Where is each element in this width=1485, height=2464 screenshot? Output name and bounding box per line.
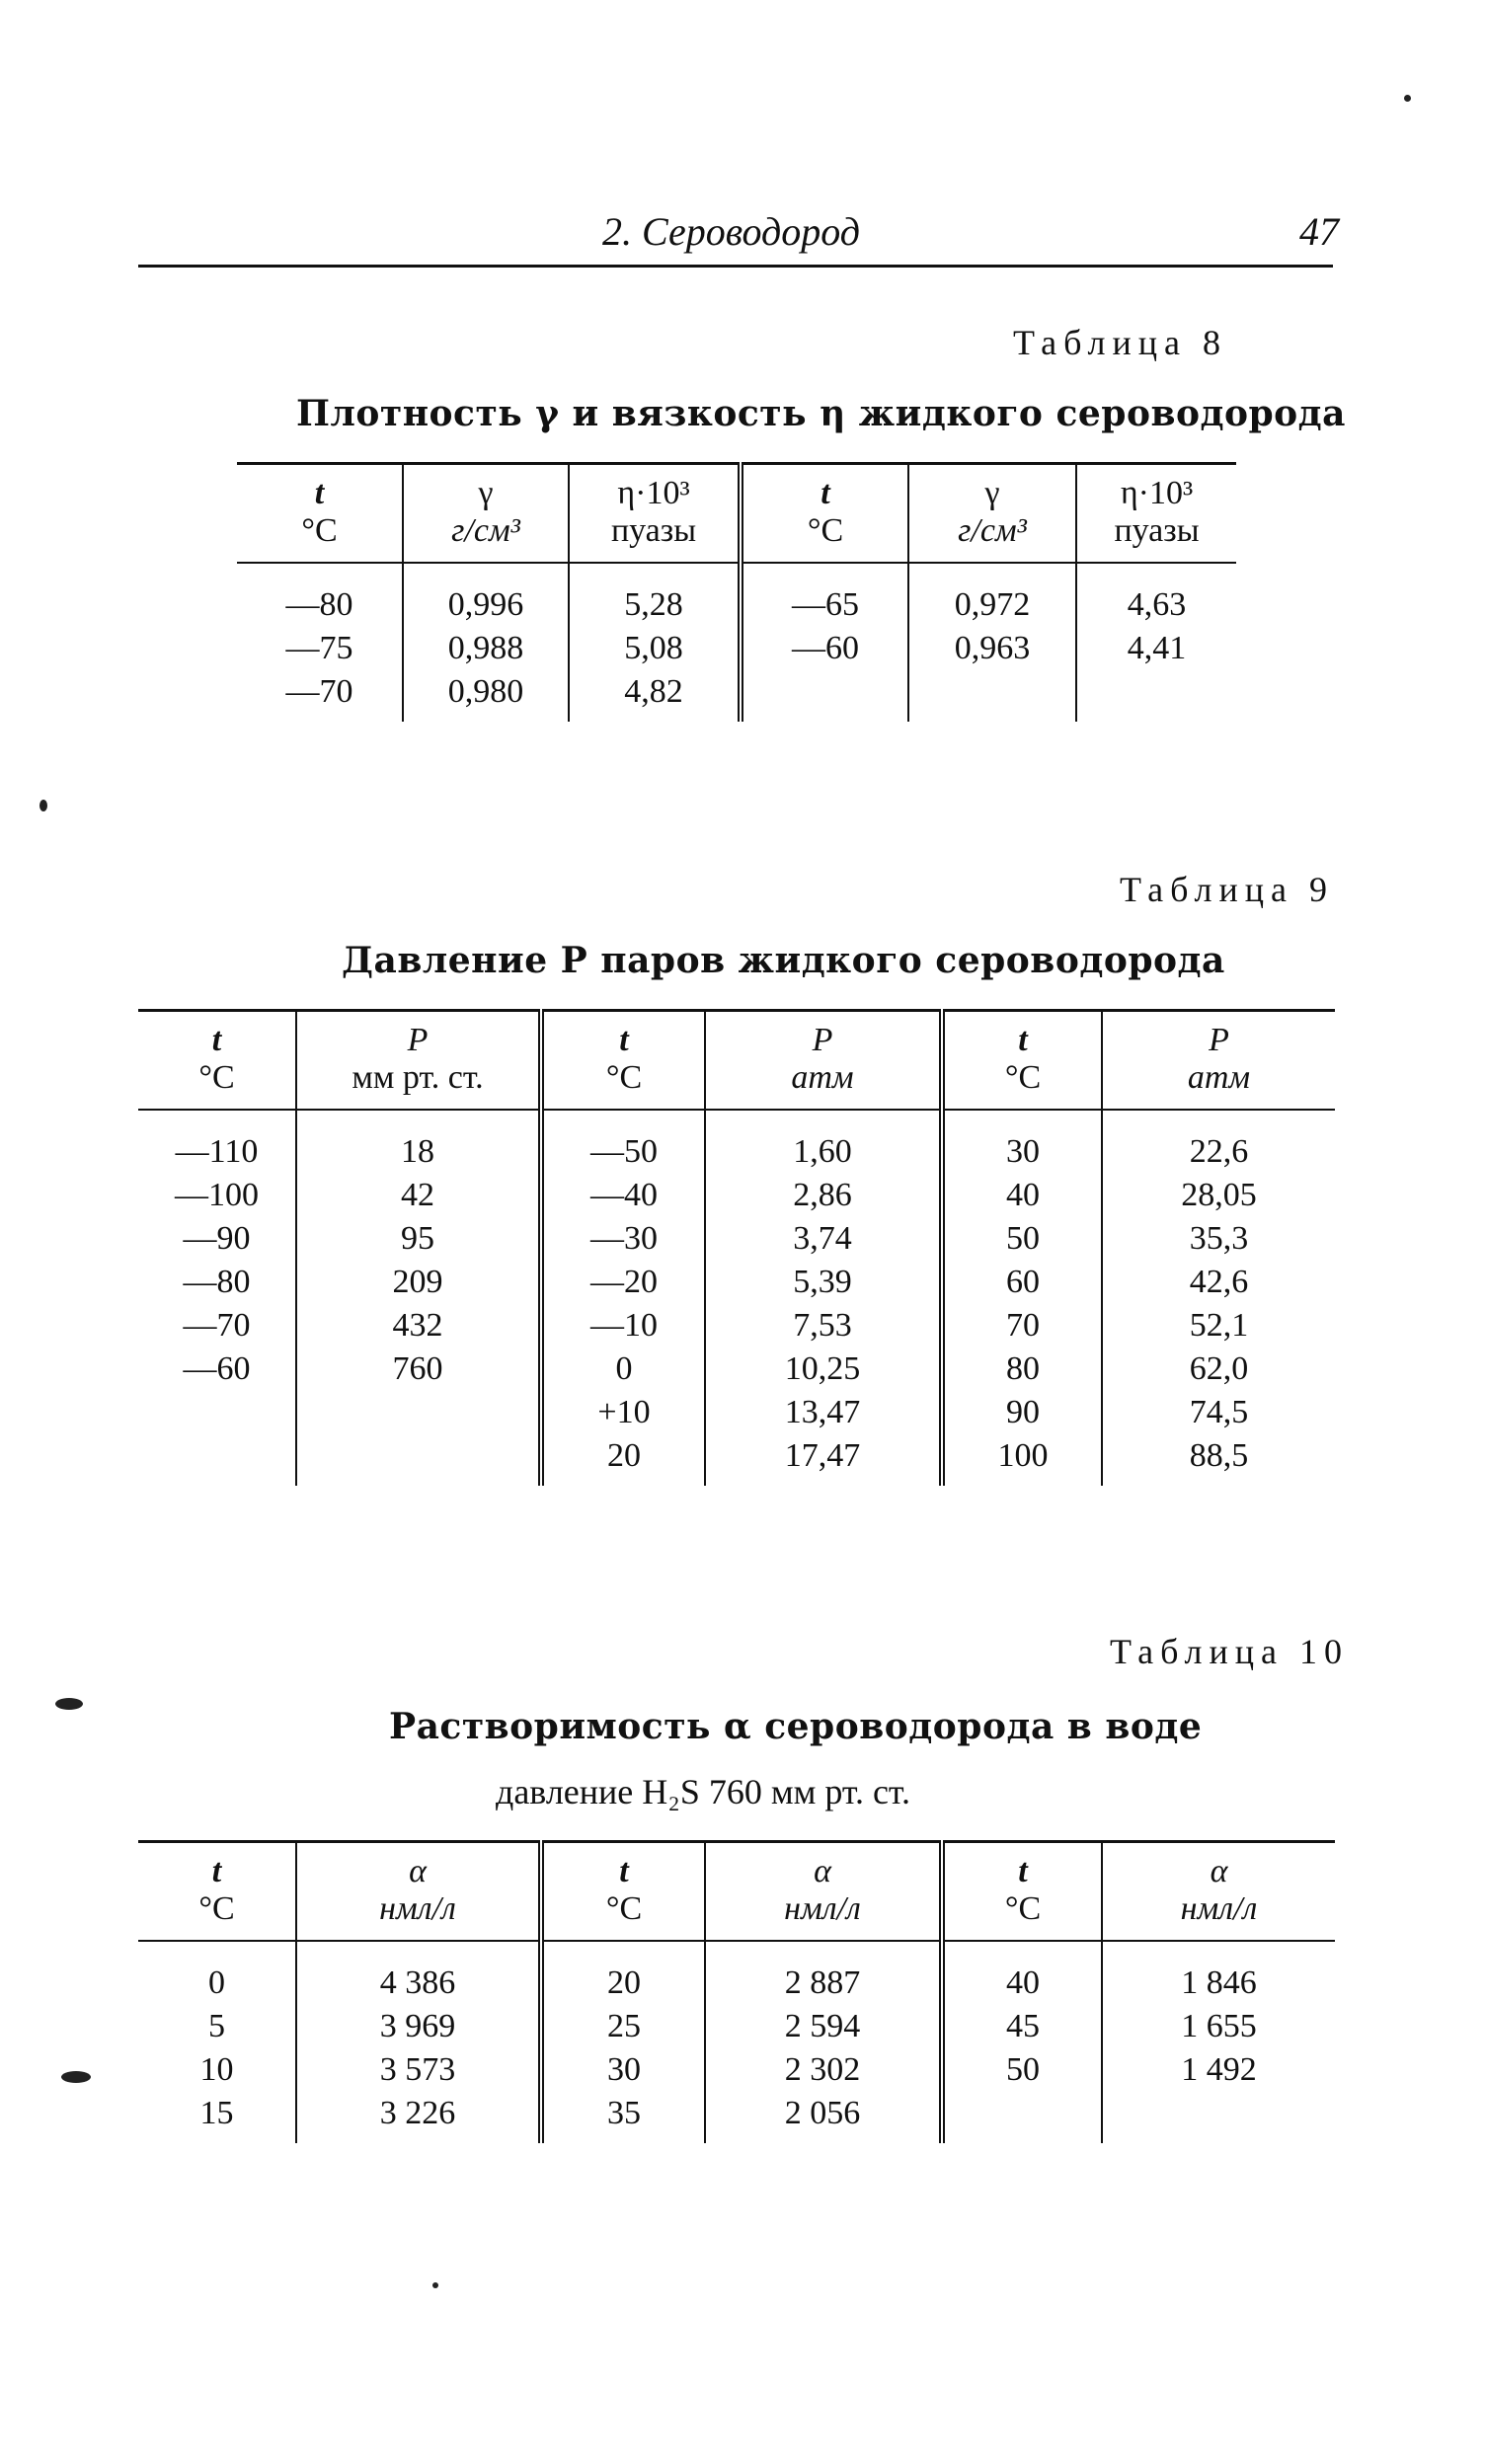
cell: 5,39 [705, 1261, 942, 1304]
cell: 100 [942, 1434, 1102, 1486]
cell: 74,5 [1102, 1391, 1335, 1434]
table10 [138, 1840, 1335, 2143]
cell: 4,41 [1076, 627, 1236, 670]
table10-col-t2: t °C [541, 1842, 705, 1942]
table-row [138, 1261, 1335, 1304]
table9 [138, 1009, 1335, 1486]
cell: —75 [285, 630, 353, 666]
cell: 35,3 [1102, 1217, 1335, 1261]
table8-header-row [237, 464, 1236, 564]
cell: 0,972 [908, 563, 1076, 627]
table8-col-eta2: η·10³ пуазы [1076, 464, 1236, 564]
table10-subtitle: давление H₂S 760 мм рт. ст. [496, 1772, 910, 1811]
table9-col-p3: P атм [1102, 1011, 1335, 1111]
table-row [138, 1941, 1335, 2005]
cell: 3 226 [296, 2092, 541, 2143]
cell: 0 [208, 1964, 225, 2001]
cell: 95 [296, 1217, 541, 1261]
cell: —10 [541, 1304, 705, 1348]
table-row [138, 1348, 1335, 1391]
cell: 1 492 [1102, 2048, 1335, 2092]
cell: 20 [541, 1434, 705, 1486]
header-rule [138, 265, 1333, 268]
table8-caption: Таблица 8 [1013, 323, 1227, 362]
scan-speck [1404, 95, 1411, 102]
table8-col-gamma2: γ г/см³ [908, 464, 1076, 564]
cell: 50 [942, 1217, 1102, 1261]
cell: 40 [942, 1174, 1102, 1217]
cell: 2 302 [705, 2048, 942, 2092]
table-row [138, 1110, 1335, 1174]
cell: —60 [183, 1350, 251, 1387]
cell: 5,08 [569, 627, 741, 670]
cell: 0,980 [403, 670, 569, 722]
cell: 60 [942, 1261, 1102, 1304]
table9-col-t2: t °C [541, 1011, 705, 1111]
table-row [237, 627, 1236, 670]
running-head [0, 202, 1485, 252]
cell: 90 [942, 1391, 1102, 1434]
cell: 30 [541, 2048, 705, 2092]
cell: 15 [199, 2095, 234, 2131]
cell: 10,25 [705, 1348, 942, 1391]
cell [138, 1391, 296, 1434]
table8 [237, 462, 1236, 722]
cell: —70 [183, 1307, 251, 1344]
table-row [138, 1434, 1335, 1486]
cell [296, 1391, 541, 1434]
scan-speck [432, 2282, 438, 2288]
cell: 13,47 [705, 1391, 942, 1434]
cell: 1 655 [1102, 2005, 1335, 2048]
cell: 25 [541, 2005, 705, 2048]
table8-title: Плотность γ и вязкость η жидкого сероводорода [296, 393, 1346, 434]
cell: 52,1 [1102, 1304, 1335, 1348]
cell: 3,74 [705, 1217, 942, 1261]
table10-col-t3: t °C [942, 1842, 1102, 1942]
scan-speck [39, 800, 47, 811]
cell: 4,63 [1076, 563, 1236, 627]
cell: 0,963 [908, 627, 1076, 670]
table8-col-t2: t °C [741, 464, 908, 564]
table-row [138, 2048, 1335, 2092]
cell: 1 846 [1102, 1941, 1335, 2005]
cell: —90 [183, 1220, 251, 1257]
cell: +10 [541, 1391, 705, 1434]
table-row [237, 670, 1236, 722]
table9-header-row [138, 1011, 1335, 1111]
cell [1076, 670, 1236, 722]
cell: 209 [296, 1261, 541, 1304]
table-row [138, 1304, 1335, 1348]
cell: 2 887 [705, 1941, 942, 2005]
cell: —70 [285, 673, 353, 710]
table10-header-row [138, 1842, 1335, 1942]
cell: 432 [296, 1304, 541, 1348]
table9-col-t3: t °C [942, 1011, 1102, 1111]
cell [942, 2092, 1102, 2143]
page-number: 47 [1299, 209, 1339, 254]
table8-col-gamma1: γ г/см³ [403, 464, 569, 564]
cell: —40 [541, 1174, 705, 1217]
table-row [138, 2005, 1335, 2048]
cell: —50 [541, 1110, 705, 1174]
table-row [138, 1174, 1335, 1217]
cell: 80 [942, 1348, 1102, 1391]
cell [908, 670, 1076, 722]
cell: 3 573 [296, 2048, 541, 2092]
cell: 2 056 [705, 2092, 942, 2143]
table10-title: Растворимость α сероводорода в воде [389, 1706, 1203, 1747]
table9-col-p1: P мм рт. ст. [296, 1011, 541, 1111]
scan-speck [55, 1698, 83, 1710]
cell: 5,28 [569, 563, 741, 627]
cell: 760 [296, 1348, 541, 1391]
cell: 2,86 [705, 1174, 942, 1217]
cell: —110 [175, 1133, 259, 1170]
cell: 30 [942, 1110, 1102, 1174]
cell: —60 [741, 627, 908, 670]
cell: —65 [741, 563, 908, 627]
cell: —100 [175, 1177, 259, 1213]
cell [1102, 2092, 1335, 2143]
table9-col-t1: t °C [198, 1022, 235, 1096]
cell: 2 594 [705, 2005, 942, 2048]
cell: 7,53 [705, 1304, 942, 1348]
table8-col-eta1: η·10³ пуазы [569, 464, 741, 564]
table-row [138, 1391, 1335, 1434]
cell: —80 [285, 586, 353, 623]
cell: 70 [942, 1304, 1102, 1348]
cell: 18 [296, 1110, 541, 1174]
table9-title: Давление P паров жидкого сероводорода [342, 940, 1225, 981]
table10-col-alpha3: α нмл/л [1102, 1842, 1335, 1942]
cell: 62,0 [1102, 1348, 1335, 1391]
cell: 88,5 [1102, 1434, 1335, 1486]
cell: 1,60 [705, 1110, 942, 1174]
cell: —80 [183, 1264, 251, 1300]
table10-caption: Таблица 10 [1110, 1632, 1349, 1671]
cell: 28,05 [1102, 1174, 1335, 1217]
table-row [237, 563, 1236, 627]
scan-speck [61, 2071, 91, 2083]
cell: 0,988 [403, 627, 569, 670]
cell: 20 [541, 1941, 705, 2005]
cell: 0 [541, 1348, 705, 1391]
cell: 35 [541, 2092, 705, 2143]
chapter-title: 2. Сероводород [602, 209, 860, 254]
cell: 10 [199, 2051, 234, 2088]
cell: 5 [208, 2008, 225, 2044]
table8-col-t1: t °C [301, 475, 338, 549]
cell: 3 969 [296, 2005, 541, 2048]
cell [741, 670, 908, 722]
cell [138, 1434, 296, 1486]
cell: 17,47 [705, 1434, 942, 1486]
table10-col-t1: t °C [198, 1853, 235, 1927]
cell: —30 [541, 1217, 705, 1261]
cell: 0,996 [403, 563, 569, 627]
table9-caption: Таблица 9 [1120, 870, 1334, 909]
cell: 4,82 [569, 670, 741, 722]
table-row [138, 2092, 1335, 2143]
cell: 42,6 [1102, 1261, 1335, 1304]
cell: 40 [942, 1941, 1102, 2005]
cell [296, 1434, 541, 1486]
cell: 50 [942, 2048, 1102, 2092]
table9-col-p2: P атм [705, 1011, 942, 1111]
table10-col-alpha1: α нмл/л [296, 1842, 541, 1942]
cell: 45 [942, 2005, 1102, 2048]
table-row [138, 1217, 1335, 1261]
cell: 22,6 [1102, 1110, 1335, 1174]
cell: 4 386 [296, 1941, 541, 2005]
table10-col-alpha2: α нмл/л [705, 1842, 942, 1942]
cell: 42 [296, 1174, 541, 1217]
cell: —20 [541, 1261, 705, 1304]
